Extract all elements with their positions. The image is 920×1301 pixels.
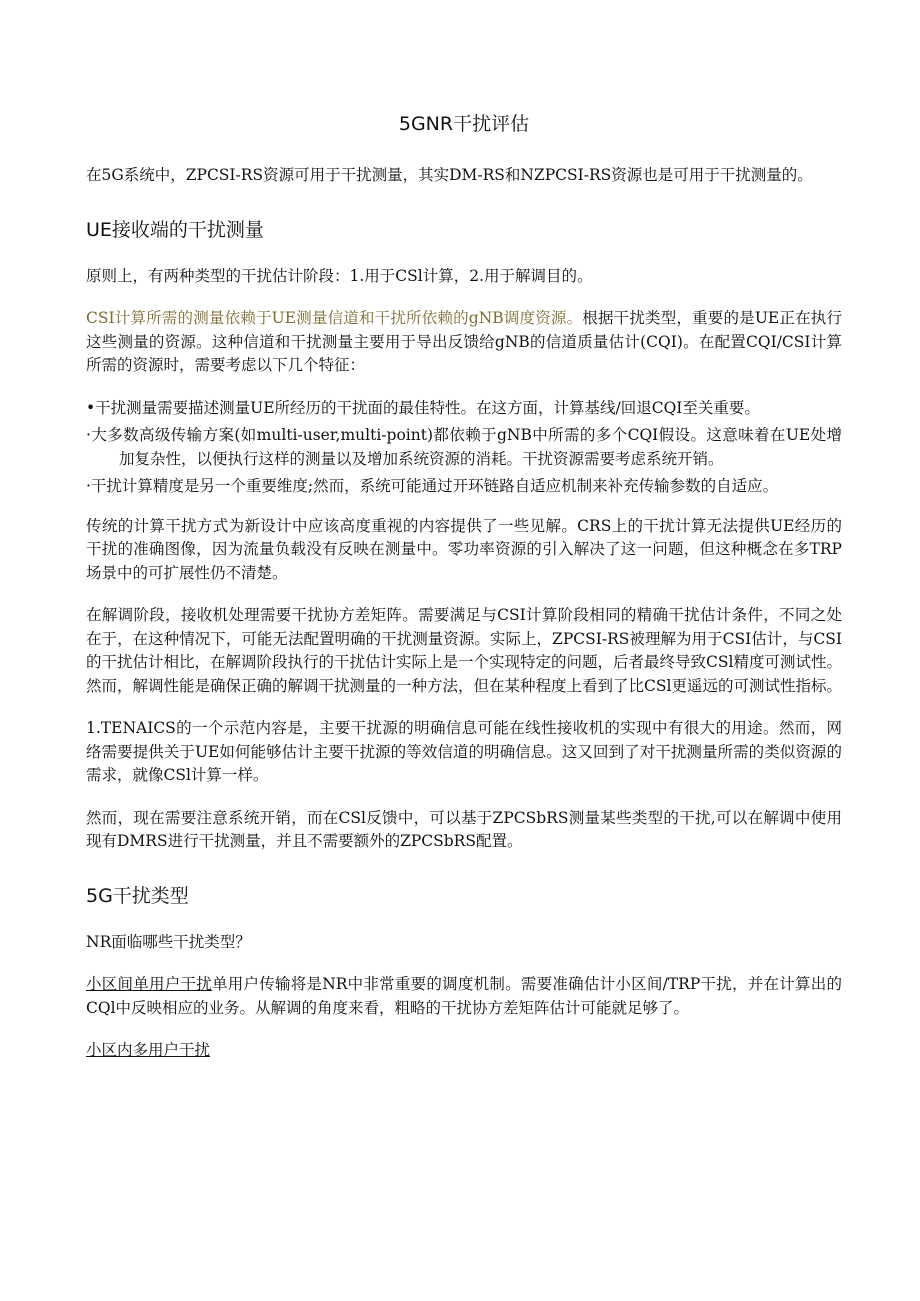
document-title: 5GNR干扰评估 bbox=[398, 113, 530, 135]
paragraph-estimation-stages: 原则上，有两种类型的干扰估计阶段：1.用于CSl计算，2.用于解调目的。 bbox=[86, 266, 593, 285]
paragraph-csi-measurement bbox=[86, 307, 842, 378]
paragraph-system-overhead: 然而，现在需要注意系统开销，而在CSl反馈中，可以基于ZPCSbRS测量某些类型的干扰,可以在解调中使用现有DMRS进行干扰测量，并且不需要额外的ZPCSbRS配置。 bbox=[86, 808, 842, 850]
intro-paragraph: 在5G系统中，ZPCSI-RS资源可用于干扰测量，其实DM-RS和NZPCSI-RS资源也是可用于干扰测量的。 bbox=[86, 166, 813, 184]
paragraph-csi-measurement-rest: 根据干扰类型，重要的是UE正在执行这些测量的资源。这种信道和干扰测量主要用于导出反馈给gNB的信道质量估计(CQI)。在配置CQI/CSI计算所需的资源时，需要考虑以下几个特征： bbox=[86, 309, 842, 374]
section-heading-ue-interference: UE接收端的干扰测量 bbox=[86, 218, 264, 241]
paragraph-demodulation-stage: 在解调阶段，接收机处理需要干扰协方差矩阵。需要满足与CSI计算阶段相同的精确干扰估计条件，不同之处在于，在这种情况下，可能无法配置明确的干扰测量资源。实际上，ZPCSI-RS被理解为用于CSI估计，与CSI的干扰估计相比，在解调阶段执行的干扰估计实际上是一个实现特定的问题，后者最终导致CSl精度可测试性。然而，解调性能是确保正确的解调干扰测量的一种方法，但在某种程度上看到了比CSl更遥远的可测试性指标。 bbox=[86, 606, 842, 695]
bullet-item-2: ·大多数高级传输方案(如multi-user,multi-point)都依赖于gNB中所需的多个CQI假设。这意味着在UE处增加复杂性，以便执行这样的测量以及增加系统资源的消耗。干扰资源需要考虑系统开销。 bbox=[86, 426, 842, 468]
highlighted-sentence: CSI计算所需的测量依赖于UE测量信道和干扰所依赖的gNB调度资源。 bbox=[86, 309, 583, 327]
item-title-single-user: 小区间单用户干扰 bbox=[86, 975, 212, 993]
paragraph-single-user-interference bbox=[86, 973, 842, 1020]
section-heading-5g-interference-types: 5G干扰类型 bbox=[86, 884, 189, 907]
item-title-multi-user: 小区内多用户干扰 bbox=[86, 1041, 211, 1059]
item-text-single-user: 单用户传输将是NR中非常重要的调度机制。需要准确估计小区间/TRP干扰，并在计算出的CQl中反映相应的业务。从解调的角度来看，粗略的干扰协方差矩阵估计可能就足够了。 bbox=[86, 975, 842, 1017]
paragraph-traditional-calc: 传统的计算干扰方式为新设计中应该高度重视的内容提供了一些见解。CRS上的干扰计算无法提供UE经历的干扰的准确图像，因为流量负载没有反映在测量中。零功率资源的引入解决了这一问题，但这种概念在多TRP场景中的可扩展性仍不清楚。 bbox=[86, 516, 842, 582]
bullet-item-1: •干扰测量需要描述测量UE所经历的干扰面的最佳特性。在这方面，计算基线/回退CQI至关重要。 bbox=[86, 398, 760, 417]
paragraph-question: NR面临哪些干扰类型？ bbox=[86, 932, 251, 951]
paragraph-tenaics: 1.TENAICS的一个示范内容是，主要干扰源的明确信息可能在线性接收机的实现中有很大的用途。然而，网络需要提供关于UE如何能够估计主要干扰源的等效信道的明确信息。这又回到了对干扰测量所需的类似资源的需求，就像CSl计算一样。 bbox=[86, 719, 842, 784]
document-page bbox=[86, 110, 842, 1082]
paragraph-multi-user-interference bbox=[86, 1039, 842, 1063]
bullet-item-3: ·干扰计算精度是另一个重要维度;然而，系统可能通过开环链路自适应机制来补充传输参数的自适应。 bbox=[86, 477, 779, 495]
feature-bullet-list bbox=[86, 397, 842, 499]
